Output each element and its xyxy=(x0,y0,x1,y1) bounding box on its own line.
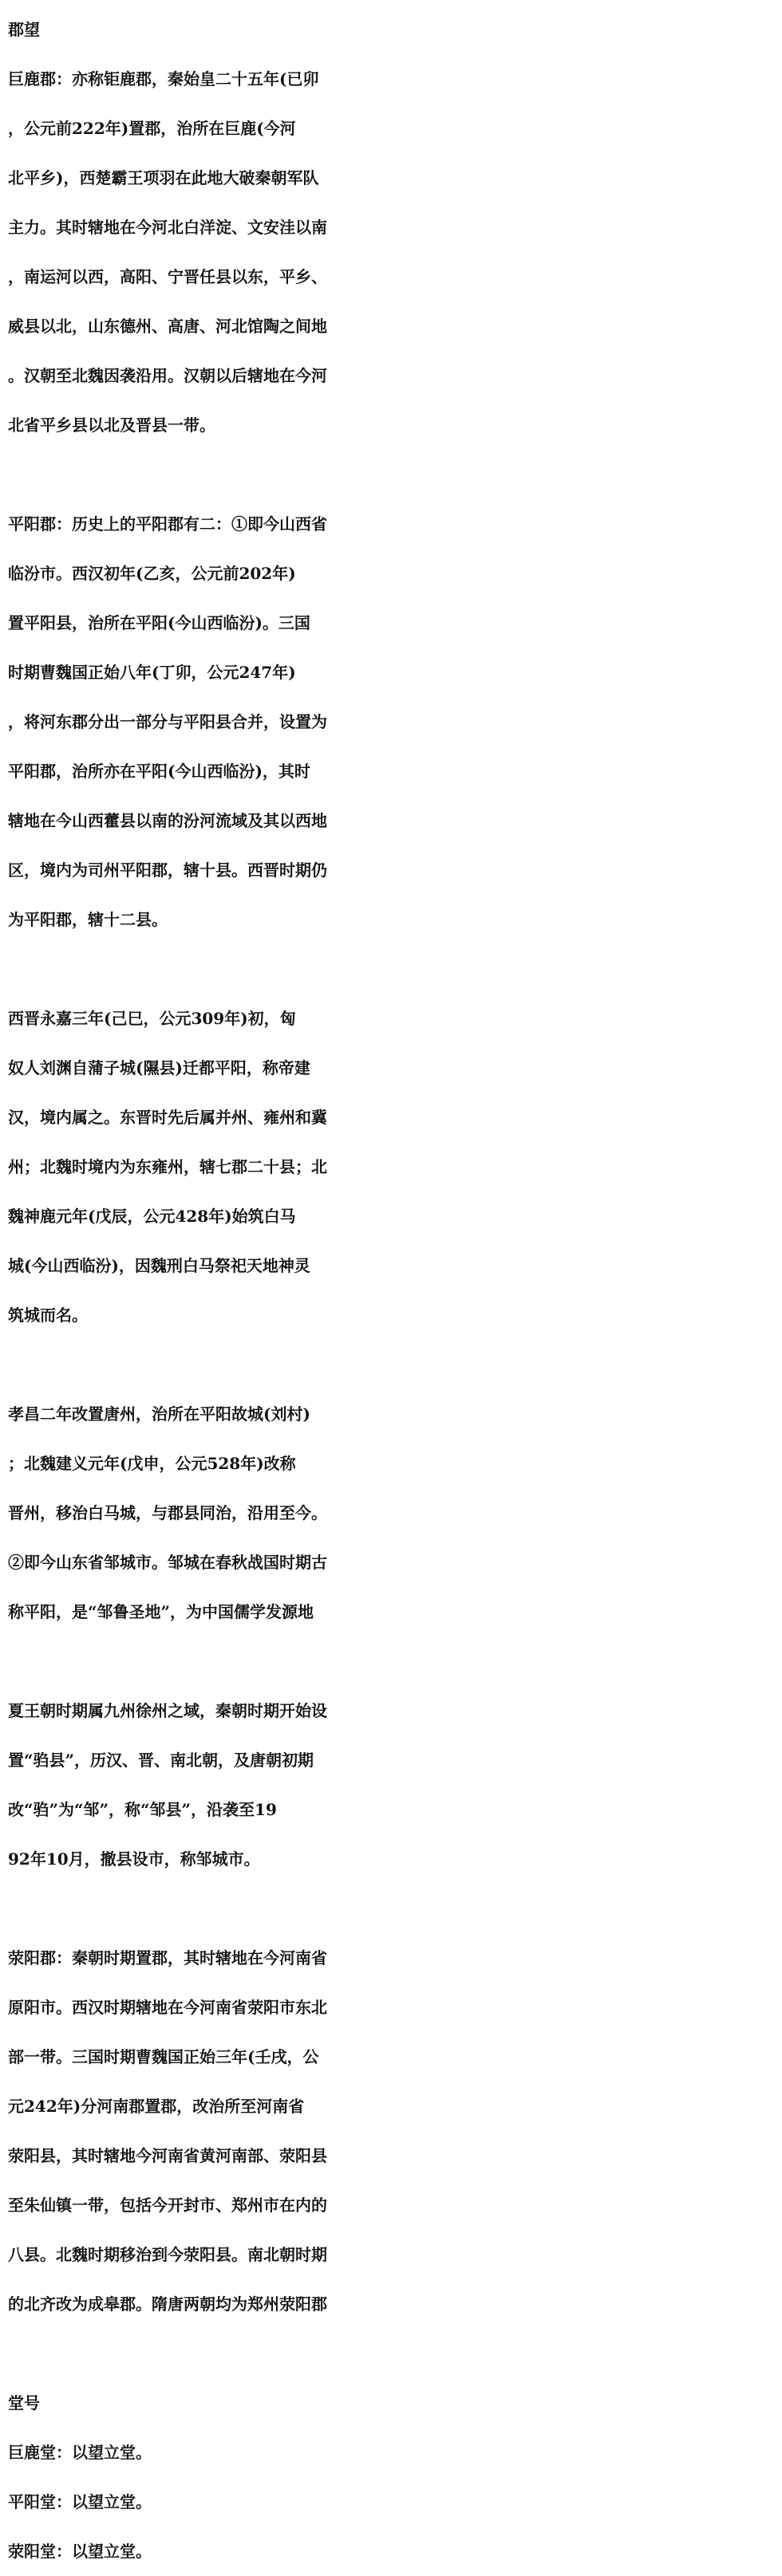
paragraph-tangzhou-zoucheng xyxy=(8,1389,782,1637)
text-line: 奴人刘渊自蒲子城(隰县)迁都平阳，称帝建 xyxy=(8,1058,310,1077)
hall-name-item: 平阳堂：以望立堂。 xyxy=(8,2492,152,2511)
text-line: 魏神鹿元年(戊辰，公元428年)始筑白马 xyxy=(8,1207,296,1226)
text-line: 区，境内为司州平阳郡，辖十县。西晋时期仍 xyxy=(8,861,327,880)
text-line: 。汉朝至北魏因袭沿用。汉朝以后辖地在今河 xyxy=(8,366,327,385)
text-line: 孝昌二年改置唐州，治所在平阳故城(刘村) xyxy=(8,1404,310,1424)
text-line: 北平乡)，西楚霸王项羽在此地大破秦朝军队 xyxy=(8,168,319,187)
text-line: 时期曹魏国正始八年(丁卯，公元247年) xyxy=(8,663,296,682)
text-line: ，将河东郡分出一部分与平阳县合并，设置为 xyxy=(8,712,327,731)
text-line: 为平阳郡，辖十二县。 xyxy=(8,910,168,929)
text-line: 至朱仙镇一带，包括今开封市、郑州市在内的 xyxy=(8,2196,327,2215)
paragraph-xingyang-commandery xyxy=(8,1933,782,2329)
text-line: 92年10月，撤县设市，称邹城市。 xyxy=(8,1849,260,1869)
text-line: 巨鹿郡：亦称钜鹿郡，秦始皇二十五年(已卯 xyxy=(8,69,319,89)
text-line: 州；北魏时境内为东雍州，辖七郡二十县；北 xyxy=(8,1157,327,1176)
text-line: 筑城而名。 xyxy=(8,1306,88,1325)
text-line: 北省平乡县以北及晋县一带。 xyxy=(8,416,215,435)
text-line: 临汾市。西汉初年(乙亥，公元前202年) xyxy=(8,564,296,583)
text-line: 荥阳县，其时辖地今河南省黄河南部、荥阳县 xyxy=(8,2146,327,2165)
hall-name-item: 巨鹿堂：以望立堂。 xyxy=(8,2443,152,2462)
paragraph-western-jin-pingyang xyxy=(8,994,782,1340)
text-line: 荥阳郡：秦朝时期置郡，其时辖地在今河南省 xyxy=(8,1948,327,1967)
text-line: 汉，境内属之。东晋时先后属并州、雍州和冀 xyxy=(8,1108,327,1127)
text-line: 主力。其时辖地在今河北白洋淀、文安洼以南 xyxy=(8,218,327,237)
text-line: 夏王朝时期属九州徐州之域，秦朝时期开始设 xyxy=(8,1701,327,1720)
text-line: 辖地在今山西藿县以南的汾河流域及其以西地 xyxy=(8,811,327,830)
text-line: ②即今山东省邹城市。邹城在春秋战国时期古 xyxy=(8,1553,327,1572)
text-line: 八县。北魏时期移治到今荥阳县。南北朝时期 xyxy=(8,2245,327,2264)
text-line: 晋州，移治白马城，与郡县同治，沿用至今。 xyxy=(8,1503,327,1522)
text-line: 城(今山西临汾)，因魏刑白马祭祀天地神灵 xyxy=(8,1256,310,1275)
section-title-tanghao: 堂号 xyxy=(8,2393,40,2413)
text-line: 称平阳，是“邹鲁圣地”，为中国儒学发源地 xyxy=(8,1602,314,1621)
text-line: 西晋永嘉三年(己巳，公元309年)初，匈 xyxy=(8,1009,296,1028)
hall-name-item: 荥阳堂：以望立堂。 xyxy=(8,2542,152,2561)
text-line: 平阳郡，治所亦在平阳(今山西临汾)，其时 xyxy=(8,762,310,781)
text-line: 改“驺”为“邹”，称“邹县”，沿袭至19 xyxy=(8,1800,277,1819)
text-line: 部一带。三国时期曹魏国正始三年(壬戌，公 xyxy=(8,2047,319,2066)
section-title-junwang: 郡望 xyxy=(8,20,40,39)
text-line: ，南运河以西，高阳、宁晋任县以东，平乡、 xyxy=(8,267,327,286)
text-line: 威县以北，山东德州、高唐、河北馆陶之间地 xyxy=(8,317,327,336)
text-line: 置平阳县，治所在平阳(今山西临汾)。三国 xyxy=(8,613,310,632)
paragraph-pingyang-commandery xyxy=(8,499,782,944)
paragraph-julu-commandery xyxy=(8,54,782,450)
text-line: 的北齐改为成皋郡。隋唐两朝均为郑州荥阳郡 xyxy=(8,2294,327,2314)
paragraph-zou-county xyxy=(8,1686,782,1884)
text-line: 置“驺县”，历汉、晋、南北朝，及唐朝初期 xyxy=(8,1751,314,1770)
text-line: 平阳郡：历史上的平阳郡有二：①即今山西省 xyxy=(8,514,327,534)
text-line: 元242年)分河南郡置郡，改治所至河南省 xyxy=(8,2097,305,2116)
hall-name-list xyxy=(8,2428,782,2576)
text-line: 原阳市。西汉时期辖地在今河南省荥阳市东北 xyxy=(8,1998,327,2017)
text-line: ，公元前222年)置郡，治所在巨鹿(今河 xyxy=(8,119,296,138)
text-line: ；北魏建义元年(戊申，公元528年)改称 xyxy=(8,1454,296,1473)
